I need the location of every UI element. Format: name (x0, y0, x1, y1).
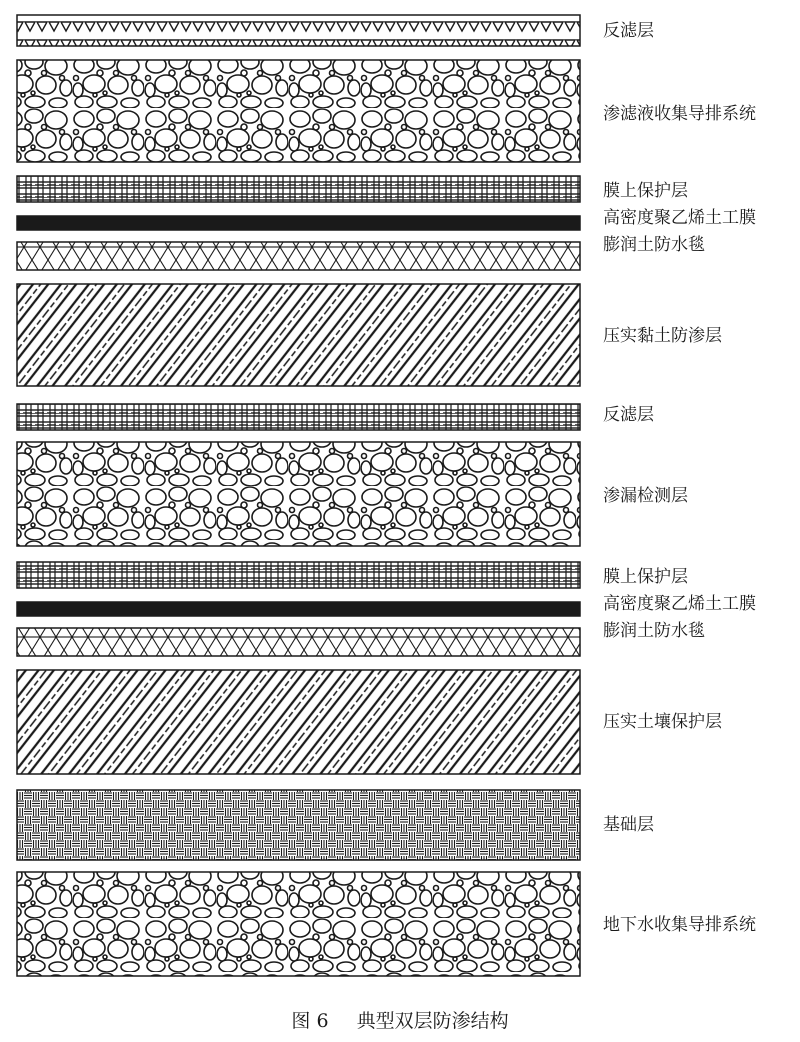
figure-number: 图 6 (291, 1010, 329, 1032)
layer-label-gcl-2: 膨润土防水毯 (603, 621, 705, 641)
layer-label-leak-detection: 渗漏检测层 (603, 486, 688, 506)
layer-label-hdpe-1: 高密度聚乙烯土工膜 (603, 208, 756, 228)
layer-label-membrane-protect-2: 膜上保护层 (603, 567, 688, 587)
layer-label-groundwater-drainage: 地下水收集导排系统 (603, 915, 756, 935)
layer-label-foundation: 基础层 (603, 815, 654, 835)
layer-band-groundwater-drainage (17, 872, 580, 976)
layer-band-leachate-drainage (17, 60, 580, 162)
layer-label-gcl-1: 膨润土防水毯 (603, 235, 705, 255)
layer-band-hdpe-1 (17, 216, 580, 230)
layer-band-membrane-protect-1 (17, 176, 580, 202)
layer-label-filter-top: 反滤层 (603, 21, 654, 41)
layer-label-compacted-soil: 压实土壤保护层 (603, 712, 722, 732)
layer-band-filter-top (17, 15, 580, 46)
figure-caption (0, 1006, 800, 1033)
layer-band-gcl-1 (17, 242, 580, 270)
layer-band-membrane-protect-2 (17, 562, 580, 588)
layer-label-leachate-drainage: 渗滤液收集导排系统 (603, 104, 756, 124)
layer-band-foundation (17, 790, 580, 860)
layer-band-compacted-clay (17, 284, 580, 386)
layer-label-hdpe-2: 高密度聚乙烯土工膜 (603, 594, 756, 614)
layer-label-compacted-clay: 压实黏土防渗层 (603, 326, 722, 346)
layer-band-leak-detection (17, 442, 580, 546)
layer-label-membrane-protect-1: 膜上保护层 (603, 181, 688, 201)
layer-band-gcl-2 (17, 628, 580, 656)
layer-band-compacted-soil (17, 670, 580, 774)
layer-band-filter-mid (17, 404, 580, 430)
layer-label-filter-mid: 反滤层 (603, 405, 654, 425)
figure-title: 典型双层防渗结构 (356, 1010, 509, 1032)
layer-band-hdpe-2 (17, 602, 580, 616)
